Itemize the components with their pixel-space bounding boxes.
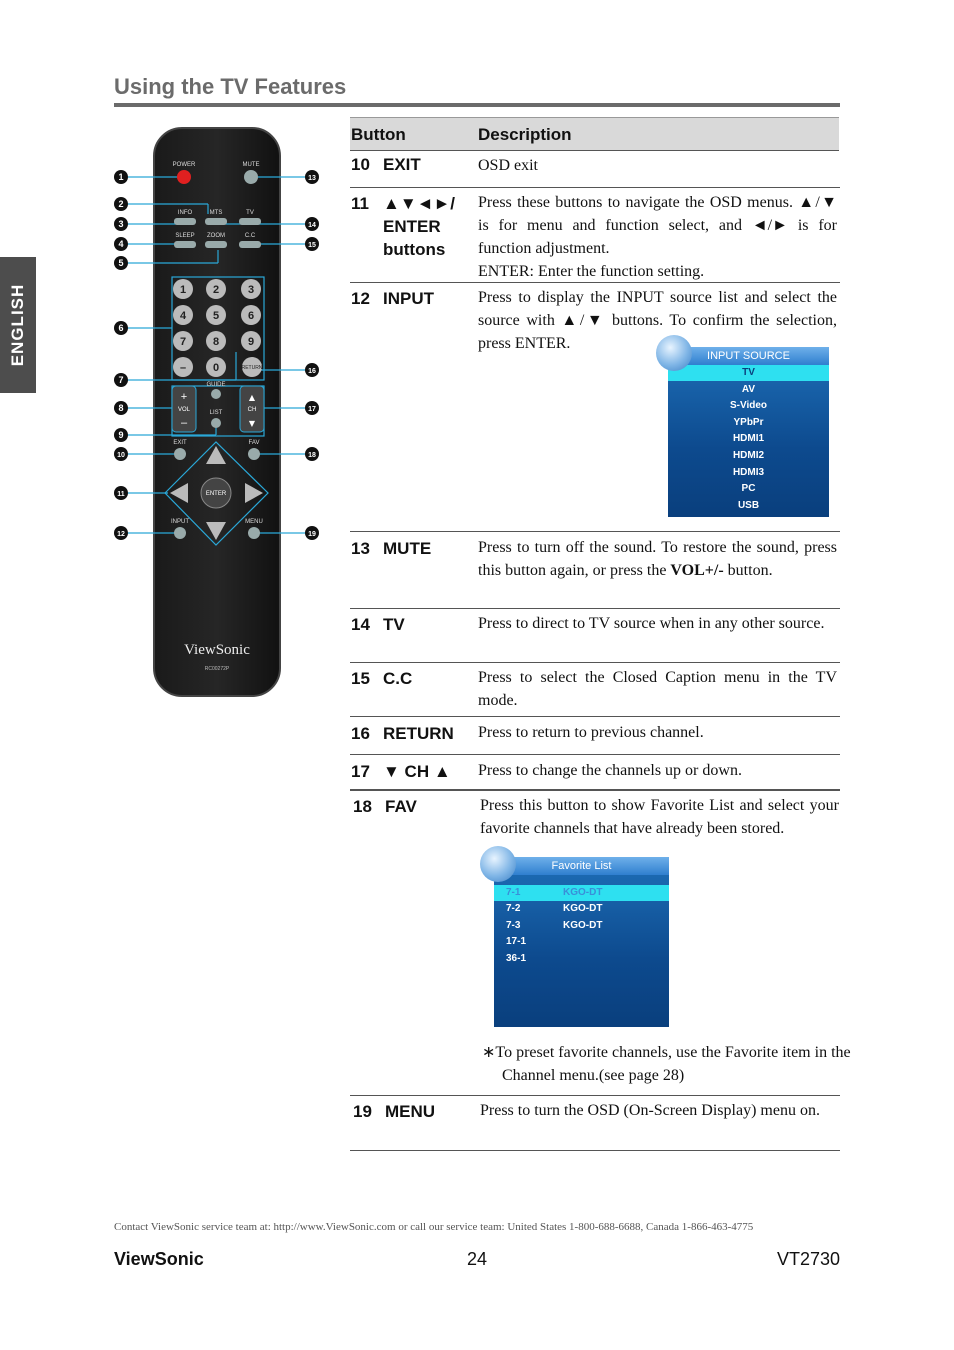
info-icon	[480, 846, 516, 882]
input-source-item: YPbPr	[733, 416, 764, 428]
favorite-channel-number: 36-1	[506, 952, 527, 964]
table-header	[350, 117, 839, 151]
sleep-label: SLEEP	[175, 233, 195, 239]
favorite-list-title: Favorite List	[494, 857, 669, 875]
return-label: RETURN	[241, 365, 263, 371]
callout-number: 16	[308, 368, 316, 375]
remote-control-illustration	[108, 124, 328, 704]
row-button-name: ▼ CH ▲	[383, 762, 451, 781]
list-button	[211, 418, 221, 428]
row-description: Press to select the Closed Caption menu in the TV mode.	[478, 669, 837, 709]
enter-label: ENTER	[205, 491, 227, 497]
zoom-label: ZOOM	[207, 233, 225, 239]
row-divider	[350, 608, 840, 609]
ch-label: CH	[247, 407, 257, 413]
digit-label: 6	[247, 310, 255, 322]
row-button-name: MUTE	[383, 539, 432, 558]
row-number: 15	[351, 669, 370, 688]
input-source-menu	[668, 347, 829, 517]
callout-number: 7	[118, 375, 124, 385]
footer-contact: Contact ViewSonic service team at: http://www.ViewSonic.com or call our service team: United States 1-800-688-6688, Canada 1-866-463-4775	[114, 1221, 754, 1233]
callout-number: 9	[118, 430, 124, 440]
input-source-item: HDMI2	[732, 450, 765, 461]
column-button-header: Button	[351, 125, 406, 144]
digit-label: –	[179, 362, 187, 374]
column-description-header: Description	[478, 125, 572, 144]
callout-number: 13	[308, 175, 316, 182]
callout-number: 1	[118, 172, 124, 182]
row-divider	[350, 187, 840, 188]
callout-number: 15	[308, 242, 316, 249]
svg-text:–: –	[180, 417, 188, 429]
favorite-channel-number: 7-2	[506, 903, 521, 915]
favorite-channel-number: 7-3	[506, 919, 521, 931]
row-number: 19	[353, 1102, 372, 1121]
row-description: OSD exit	[478, 157, 538, 174]
fav-label: FAV	[248, 440, 260, 446]
callout-number: 5	[118, 258, 124, 268]
footer-brand: ViewSonic	[114, 1249, 204, 1269]
guide-button	[211, 389, 221, 399]
remote-brand: ViewSonic	[184, 642, 250, 658]
callout-number: 10	[117, 452, 125, 459]
menu-button	[248, 527, 260, 539]
input-source-item: PC	[741, 483, 756, 495]
row-divider	[350, 531, 840, 532]
favorite-channel-number: 17-1	[506, 936, 527, 948]
favorite-note: ∗To preset favorite channels, use the Favorite item in the Channel menu.(see page 28)	[482, 1044, 851, 1084]
row-button-name: RETURN	[383, 724, 454, 743]
tv-label: TV	[246, 210, 254, 216]
row-button-name: INPUT	[383, 289, 434, 308]
input-source-item: TV	[742, 367, 755, 378]
input-source-item: S-Video	[729, 400, 768, 412]
power-label: POWER	[172, 162, 196, 168]
svg-text:+: +	[180, 391, 188, 403]
row-description: Press to display the INPUT source list and select the source with ▲/▼ buttons. To confirm the selection, press ENTER.	[478, 289, 837, 352]
exit-label: EXIT	[173, 440, 187, 446]
row-number: 10	[351, 155, 370, 174]
digit-label: 8	[212, 336, 220, 348]
page-title: Using the TV Features	[114, 74, 347, 99]
power-button	[177, 170, 191, 184]
row-divider	[350, 754, 840, 755]
row-button-name: TV	[383, 615, 405, 634]
footer-model: VT2730	[776, 1249, 840, 1269]
exit-button	[174, 448, 186, 460]
page-number: 24	[467, 1249, 488, 1269]
row-divider	[350, 789, 840, 791]
callout-number: 12	[117, 531, 125, 538]
input-source-item: USB	[737, 499, 760, 511]
row-number: 18	[353, 797, 372, 816]
callout-number: 18	[308, 452, 316, 459]
callout-number: 14	[308, 222, 316, 229]
favorite-channel-name: KGO-DT	[563, 903, 603, 915]
callout-number: 19	[308, 531, 316, 538]
row-description: Press to turn off the sound. To restore the sound, press this button again, or press the VOL+/- button.	[478, 539, 837, 579]
input-source-title: INPUT SOURCE	[668, 347, 829, 365]
favorite-channel-number: 7-1	[506, 887, 521, 898]
mts-label: MTS	[209, 210, 223, 216]
row-number: 17	[351, 762, 370, 781]
callout-number: 11	[117, 491, 125, 498]
row-description: Press to direct to TV source when in any other source.	[478, 615, 825, 632]
digit-label: 2	[212, 284, 220, 296]
input-label: INPUT	[171, 519, 189, 525]
favorite-list-menu	[494, 857, 669, 1027]
row-divider	[350, 662, 840, 663]
input-source-item: HDMI3	[732, 466, 765, 478]
favorite-channel-name: KGO-DT	[563, 887, 603, 898]
digit-label: 5	[212, 310, 220, 322]
row-divider	[350, 1150, 840, 1151]
row-description: Press these buttons to navigate the OSD menus. ▲/▼ is for menu and function select, and ◄/► is for function adjustment. ENTER: Enter the function setting.	[478, 194, 837, 280]
info-label: INFO	[177, 210, 193, 216]
language-tab-label: ENGLISH	[8, 283, 27, 367]
digit-label: 1	[179, 284, 187, 296]
row-divider	[350, 716, 840, 717]
svg-text:▲: ▲	[248, 393, 256, 402]
callout-number: 8	[118, 403, 124, 413]
row-button-name: EXIT	[383, 155, 421, 174]
digit-label: 4	[179, 310, 187, 322]
callout-number: 2	[118, 199, 124, 209]
title-rule	[114, 103, 840, 107]
row-divider	[350, 1095, 840, 1096]
row-divider	[350, 282, 840, 283]
row-number: 13	[351, 539, 370, 558]
svg-text:▼: ▼	[248, 419, 256, 428]
row-button-name: ▲▼◄►/ ENTER buttons	[383, 194, 456, 259]
row-button-name: FAV	[385, 797, 417, 816]
vol-label: VOL	[177, 407, 191, 413]
digit-label: 3	[247, 284, 255, 296]
digit-label: 9	[247, 336, 255, 348]
settings-icon	[656, 335, 692, 371]
row-description: Press to return to previous channel.	[478, 724, 704, 741]
input-source-item: AV	[741, 383, 756, 395]
cc-label: C.C	[244, 233, 256, 239]
row-button-name: MENU	[385, 1102, 436, 1121]
row-number: 12	[351, 289, 370, 308]
input-source-item: HDMI1	[732, 433, 765, 445]
favorite-channel-name: KGO-DT	[563, 919, 603, 931]
menu-label: MENU	[245, 519, 263, 525]
row-description: Press this button to show Favorite List and select your favorite channels that have already been stored.	[480, 797, 839, 837]
remote-model: RC00272P	[204, 666, 230, 672]
row-number: 16	[351, 724, 370, 743]
row-description: Press to change the channels up or down.	[478, 762, 742, 779]
callout-number: 17	[308, 406, 316, 413]
row-number: 11	[351, 194, 369, 213]
digit-label: 7	[179, 336, 187, 348]
row-description: Press to turn the OSD (On-Screen Display) menu on.	[480, 1102, 820, 1119]
callout-number: 4	[118, 239, 124, 249]
callout-number: 3	[118, 219, 124, 229]
digit-label: 0	[212, 362, 220, 374]
mute-button	[244, 170, 258, 184]
row-number: 14	[351, 615, 370, 634]
language-tab	[0, 257, 36, 393]
input-button	[174, 527, 186, 539]
fav-button	[248, 448, 260, 460]
row-button-name: C.C	[383, 669, 413, 688]
mute-label: MUTE	[242, 162, 260, 168]
list-label: LIST	[209, 410, 223, 416]
callout-number: 6	[118, 323, 124, 333]
guide-label: GUIDE	[206, 382, 226, 388]
